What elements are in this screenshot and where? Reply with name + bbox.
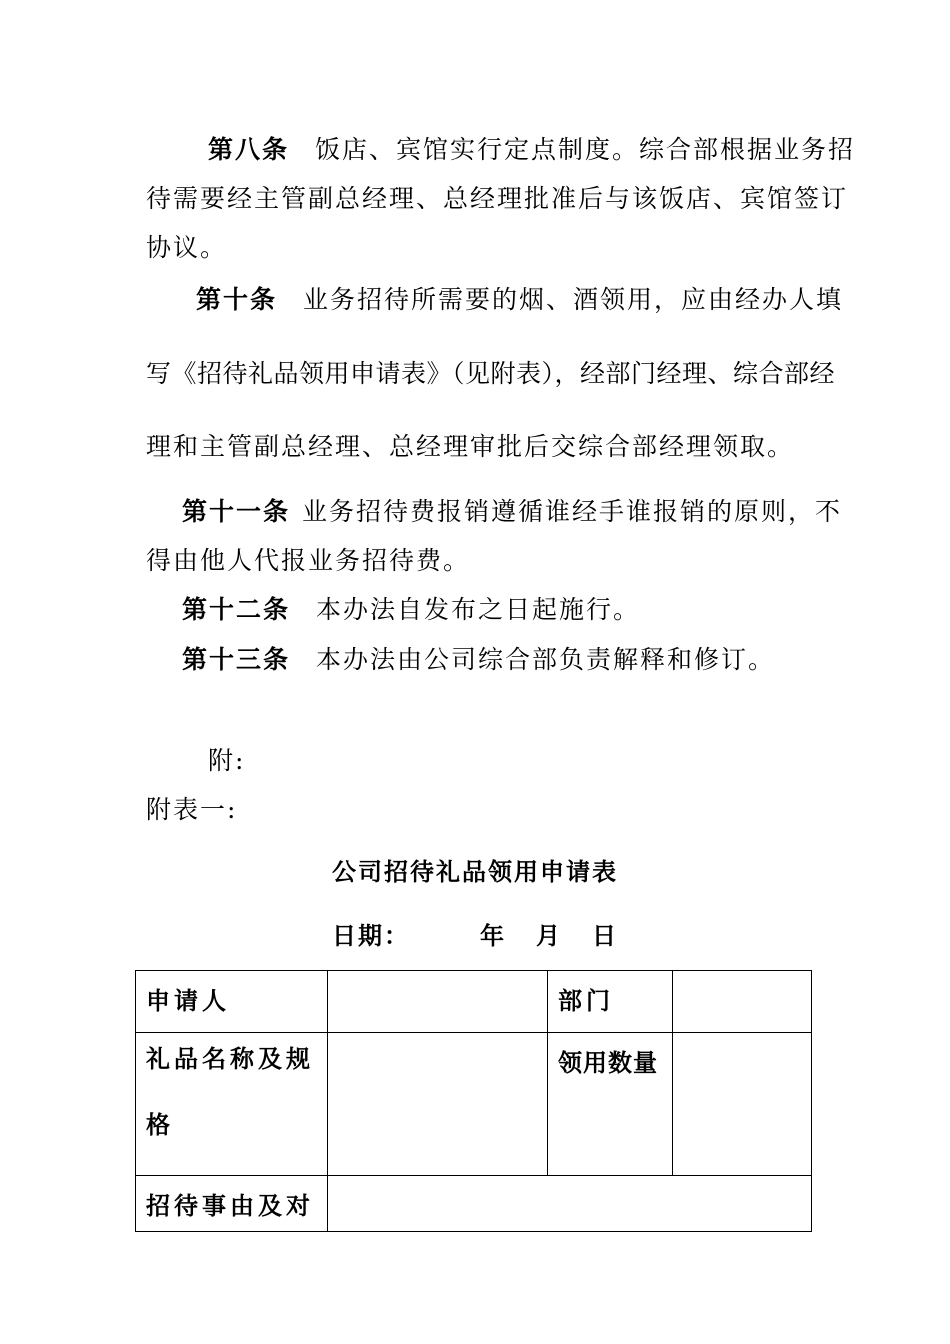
article-10-line-3: 理和主管副总经理、总经理审批后交综合部经理领取。	[146, 432, 795, 461]
date-day: 日	[592, 922, 618, 950]
article-8-line-1	[208, 132, 856, 168]
article-10-line-2: 写《招待礼品领用申请表》（见附表），经部门经理、综合部经	[146, 359, 836, 388]
article-11-line-1	[182, 494, 843, 530]
attachment-label: 附:	[208, 746, 246, 775]
article-8-line-2: 待需要经主管副总经理、总经理批准后与该饭店、宾馆签订	[146, 184, 849, 213]
table-row	[136, 971, 812, 1033]
article-13-heading: 第十三条	[182, 645, 291, 674]
date-label: 日期：	[332, 922, 410, 950]
article-11-line-2: 得由他人代报业务招待费。	[146, 546, 471, 575]
quantity-value-cell[interactable]	[673, 1033, 812, 1176]
table-row	[136, 1033, 812, 1176]
gift-name-label-line-2: 格	[146, 1111, 174, 1139]
article-10-heading: 第十条	[196, 285, 278, 314]
department-value-cell[interactable]	[673, 971, 812, 1033]
article-8-text-1: 饭店、宾馆实行定点制度。综合部根据业务招	[315, 135, 856, 164]
article-11-text-1: 业务招待费报销遵循谁经手谁报销的原则，不	[302, 497, 843, 526]
applicant-value-cell[interactable]	[328, 971, 548, 1033]
article-10-text-1: 业务招待所需要的烟、酒领用，应由经办人填	[303, 285, 844, 314]
gift-name-value-cell[interactable]	[328, 1033, 548, 1176]
article-12-line	[182, 592, 810, 628]
article-12-text: 本办法自发布之日起施行。	[316, 595, 641, 624]
article-13-text: 本办法由公司综合部负责解释和修订。	[316, 645, 776, 674]
gift-request-table	[135, 970, 812, 1232]
form-title: 公司招待礼品领用申请表	[332, 858, 618, 886]
date-month: 月	[536, 922, 562, 950]
article-8-line-3: 协议。	[146, 233, 228, 262]
gift-name-label-line-1: 礼品名称及规	[146, 1045, 314, 1073]
department-label: 部门	[548, 971, 673, 1033]
applicant-label: 申请人	[136, 971, 328, 1033]
form-date-line	[0, 918, 950, 954]
article-13-line	[182, 642, 810, 678]
reason-value-cell[interactable]	[328, 1176, 812, 1232]
reason-label: 招待事由及对	[136, 1176, 328, 1232]
quantity-label: 领用数量	[548, 1033, 673, 1176]
table-row	[136, 1176, 812, 1232]
attachment-table-label: 附表一:	[146, 795, 238, 824]
gift-name-label	[136, 1033, 328, 1176]
article-11-heading: 第十一条	[182, 497, 291, 526]
article-10-line-1	[196, 282, 844, 318]
date-year: 年	[480, 922, 506, 950]
article-12-heading: 第十二条	[182, 595, 291, 624]
article-8-heading: 第八条	[208, 135, 290, 164]
